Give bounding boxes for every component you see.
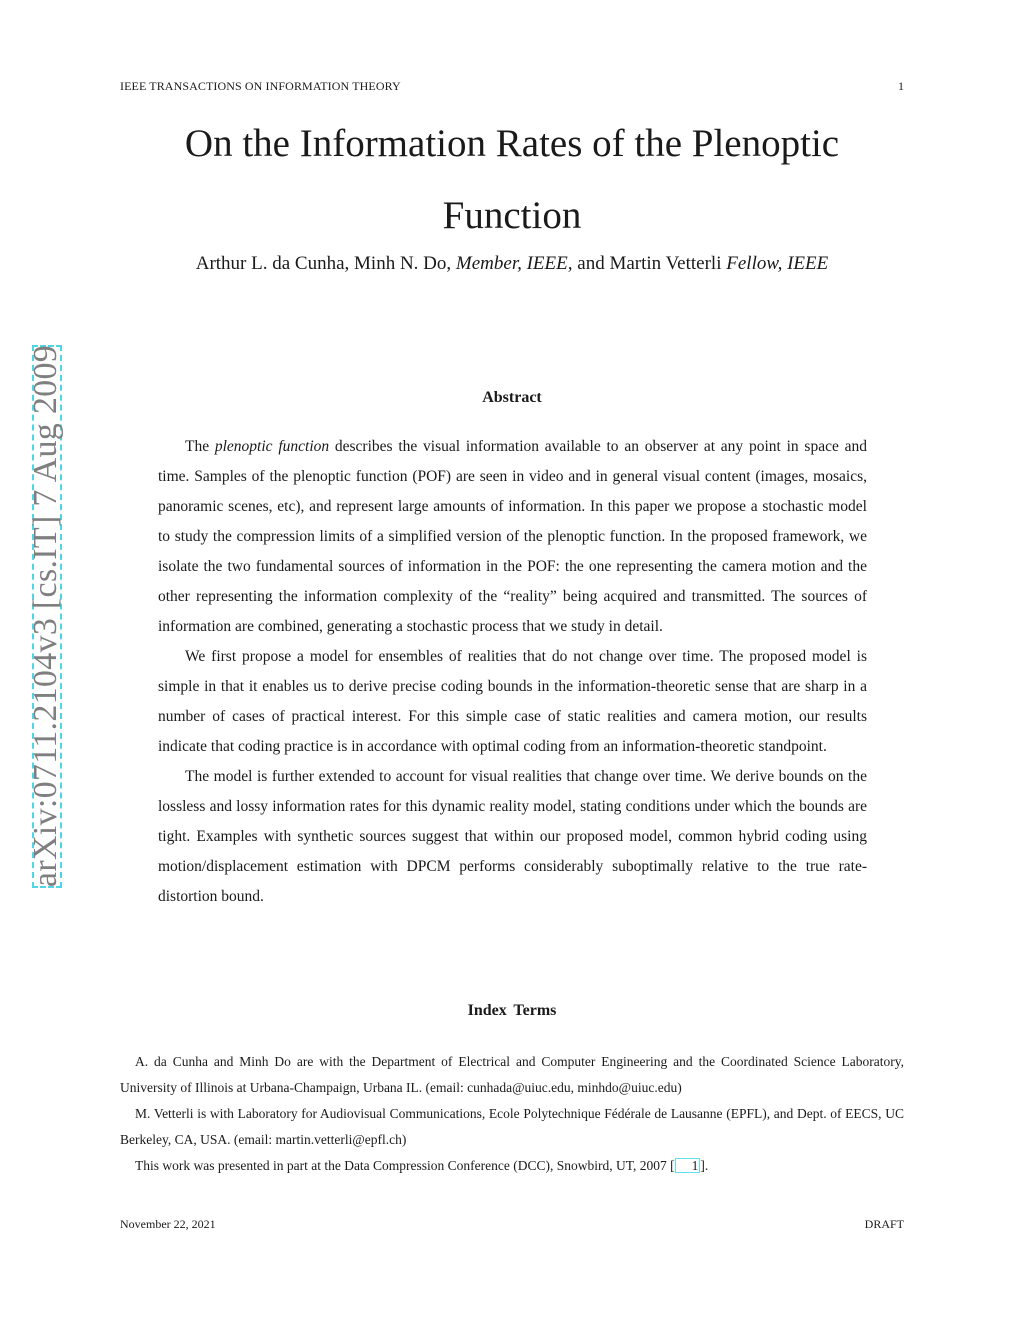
abstract-heading: Abstract [482, 389, 542, 406]
abstract-body [158, 432, 867, 912]
author-fellow-role: Fellow, IEEE [726, 253, 829, 274]
abstract-term: plenoptic function [214, 438, 330, 455]
footnotes [120, 1049, 904, 1179]
footnote-affiliation-2: M. Vetterli is with Laboratory for Audiovisual Communications, Ecole Polytechnique Fédérale de Lausanne (EPFL), and Dept. of EECS, UC Berkeley, CA, USA. (email: martin.vetterli@epfl.ch) [120, 1106, 904, 1147]
author-member-role: Member, IEEE, [455, 253, 573, 274]
footnote-affiliation-1: A. da Cunha and Minh Do are with the Department of Electrical and Computer Engineering and the Coordinated Science Laboratory, University of Illinois at Urbana-Champaign, Urbana IL. (email: cunhada@uiuc.edu, minhdo@uiuc.edu) [120, 1054, 904, 1095]
footer-date: November 22, 2021 [120, 1217, 216, 1231]
running-head: IEEE TRANSACTIONS ON INFORMATION THEORY [120, 79, 401, 93]
footnote-presentation [120, 1153, 904, 1179]
author-connector: and Martin Vetterli [577, 253, 722, 274]
abstract-p1-lead: The [185, 438, 215, 455]
abstract-p1-rest: describes the visual information available to an observer at any point in space and time. Samples of the plenoptic function (POF) are seen in video and in general visual content (images, mosaics, panoramic scenes, etc), and represent large amounts of information. In this paper we propose a stochastic model to study the compression limits of a simplified version of the plenoptic function. In the proposed framework, we isolate the two fundamental sources of information in the POF: the one representing the camera motion and the other representing the information complexity of the “reality” being acquired and transmitted. The sources of information are combined, generating a stochastic process that we study in detail. [158, 438, 867, 635]
author-line [120, 253, 904, 275]
abstract-paragraph-1 [158, 432, 867, 642]
footnote-presentation-end: ]. [700, 1158, 709, 1173]
author-names: Arthur L. da Cunha, Minh N. Do, [195, 253, 452, 274]
page-number: 1 [898, 79, 904, 93]
arxiv-stamp[interactable]: arXiv:0711.2104v3 [cs.IT] 7 Aug 2009 [27, 344, 64, 888]
paper-title: On the Information Rates of the Plenoptic Function [184, 122, 840, 237]
abstract-paragraph-3: The model is further extended to account for visual realities that change over time. We derive bounds on the lossless and lossy information rates for this dynamic reality model, stating conditions under which the bounds are tight. Examples with synthetic sources suggest that within our proposed model, common hybrid coding using motion/displacement estimation with DPCM performs considerably suboptimally relative to the true rate-distortion bound. [158, 768, 867, 905]
index-terms-heading: Index Terms [467, 1002, 557, 1019]
footer-draft-label: DRAFT [864, 1217, 904, 1231]
abstract-paragraph-2: We first propose a model for ensembles of realities that do not change over time. The proposed model is simple in that it enables us to derive precise coding bounds in the information-theoretic sense that are sharp in a number of cases of practical interest. For this simple case of static realities and camera motion, our results indicate that coding practice is in accordance with optimal coding from an information-theoretic standpoint. [158, 648, 867, 755]
footnote-presentation-text: This work was presented in part at the Data Compression Conference (DCC), Snowbird, UT, 2007 [ [135, 1158, 675, 1173]
citation-link[interactable]: 1 [675, 1158, 701, 1173]
